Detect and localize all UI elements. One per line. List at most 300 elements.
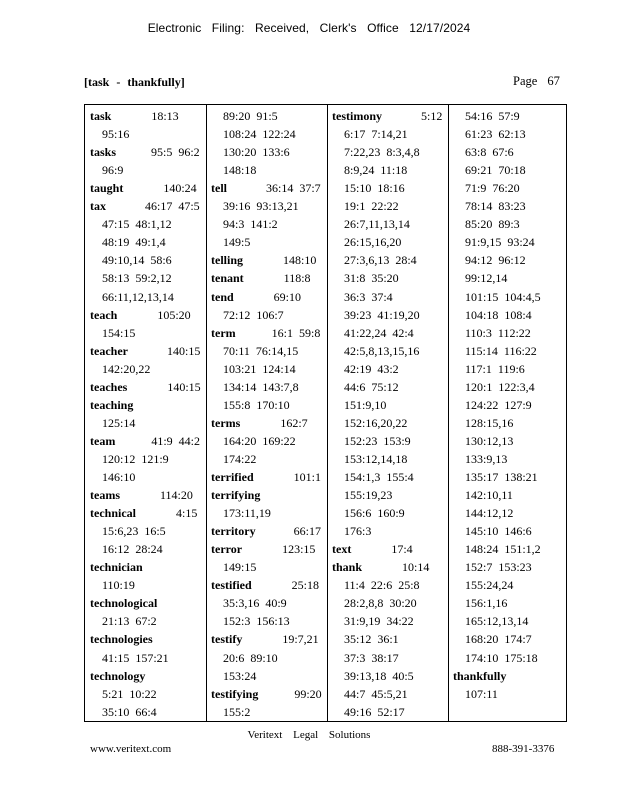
index-entry-continuation [206, 558, 327, 576]
index-entry-continuation [327, 414, 448, 432]
index-references: 140:24 [163, 181, 197, 196]
index-references: 155:2 [223, 704, 251, 719]
index-entry-continuation [206, 233, 327, 251]
index-term: tell [211, 181, 227, 196]
index-entry-continuation [448, 378, 568, 396]
index-entry-continuation [206, 197, 327, 215]
index-references: 123:15 [282, 542, 316, 557]
index-references: 11:4 22:6 25:8 [344, 578, 420, 593]
index-entry [206, 468, 327, 486]
index-references: 27:3,6,13 28:4 [344, 253, 417, 268]
index-entry-continuation [448, 143, 568, 161]
index-entry [206, 540, 327, 558]
index-references: 78:14 83:23 [465, 199, 526, 214]
index-entry-continuation [327, 324, 448, 342]
index-entry-continuation [327, 215, 448, 233]
index-entry [85, 486, 206, 504]
index-entry [327, 540, 448, 558]
index-references: 41:22,24 42:4 [344, 325, 414, 340]
index-references: 54:16 57:9 [465, 109, 520, 123]
index-references: 128:15,16 [465, 415, 514, 430]
index-entry-continuation [327, 396, 448, 414]
index-references: 120:12 121:9 [102, 451, 169, 466]
index-term: tasks [90, 145, 117, 160]
index-column-4 [448, 105, 568, 721]
index-entry-continuation [448, 450, 568, 468]
index-entry-continuation [448, 288, 568, 306]
index-term: tax [90, 199, 106, 214]
index-entry-continuation [85, 324, 206, 342]
index-references: 101:15 104:4,5 [465, 289, 541, 304]
index-entry-continuation [85, 233, 206, 251]
index-term: tenant [211, 271, 244, 286]
index-entry-continuation [85, 125, 206, 143]
index-term: teaches [90, 379, 128, 394]
index-entry-continuation [85, 703, 206, 721]
index-column-2 [206, 105, 328, 721]
index-entry-continuation [448, 685, 568, 703]
index-references: 174:10 175:18 [465, 650, 538, 665]
index-references: 19:1 22:22 [344, 199, 399, 214]
index-references: 89:20 91:5 [223, 109, 278, 123]
index-references: 135:17 138:21 [465, 470, 538, 484]
index-references: 35:12 36:1 [344, 632, 399, 647]
index-references: 15:10 18:16 [344, 181, 405, 196]
index-entry-continuation [206, 342, 327, 360]
index-term: thankfully [453, 668, 507, 683]
index-references: 108:24 122:24 [223, 127, 296, 142]
index-term: teaching [90, 397, 134, 412]
index-references: 35:10 66:4 [102, 704, 157, 719]
page-label: Page [513, 74, 538, 88]
index-term: thank [332, 560, 363, 575]
index-references: 114:20 [160, 488, 193, 503]
index-references: 46:17 47:5 [145, 199, 200, 214]
index-references: 70:11 76:14,15 [223, 343, 299, 358]
index-references: 133:9,13 [465, 451, 508, 466]
index-entry-continuation [448, 179, 568, 197]
index-entry [85, 667, 206, 685]
index-entry [206, 486, 327, 504]
index-term: term [211, 325, 236, 340]
index-references: 10:14 [402, 560, 430, 575]
index-references: 155:8 170:10 [223, 397, 290, 412]
index-references: 4:15 [176, 506, 198, 521]
index-entry-continuation [448, 396, 568, 414]
index-entry [206, 324, 327, 342]
index-references: 99:20 [294, 686, 322, 701]
index-entry [85, 342, 206, 360]
index-entry-continuation [327, 125, 448, 143]
index-references: 35:3,16 40:9 [223, 596, 287, 611]
index-entry-continuation [206, 649, 327, 667]
index-references: 72:12 106:7 [223, 307, 284, 322]
index-entry [85, 558, 206, 576]
index-references: 107:11 [465, 686, 498, 701]
index-references: 117:1 119:6 [465, 361, 525, 376]
index-entry-continuation [85, 269, 206, 287]
index-entry-continuation [448, 360, 568, 378]
index-references: 153:12,14,18 [344, 451, 408, 466]
index-entry [85, 504, 206, 522]
index-references: 115:14 116:22 [465, 343, 537, 358]
index-entry-continuation [85, 468, 206, 486]
index-references: 173:11,19 [223, 506, 271, 521]
index-term: tend [211, 289, 234, 304]
index-entry-continuation [327, 179, 448, 197]
index-term: team [90, 433, 116, 448]
index-entry-continuation [327, 197, 448, 215]
index-entry-continuation [448, 576, 568, 594]
index-references: 142:10,11 [465, 488, 513, 503]
index-references: 66:11,12,13,14 [102, 289, 174, 304]
index-references: 110:3 112:22 [465, 325, 531, 340]
index-references: 174:22 [223, 451, 257, 466]
index-term: terrifying [211, 488, 261, 503]
index-references: 152:3 156:13 [223, 614, 290, 629]
index-references: 144:12,12 [465, 506, 514, 521]
index-term: teacher [90, 343, 128, 358]
index-references: 47:15 48:1,12 [102, 217, 172, 232]
index-entry-continuation [448, 540, 568, 558]
index-references: 140:15 [166, 343, 201, 358]
index-references: 63:8 67:6 [465, 145, 514, 160]
index-term: technological [90, 596, 158, 611]
index-entry-continuation [448, 107, 568, 125]
index-entry-continuation [206, 612, 327, 630]
index-entry-continuation [448, 558, 568, 576]
index-entry-continuation [448, 630, 568, 648]
index-entry-continuation [327, 685, 448, 703]
index-references: 104:18 108:4 [465, 307, 532, 322]
index-references: 16:1 59:8 [271, 325, 321, 340]
index-entry-continuation [85, 215, 206, 233]
index-entry-continuation [327, 378, 448, 396]
index-entry-continuation [448, 432, 568, 450]
index-references: 164:20 169:22 [223, 433, 296, 448]
index-references: 15:6,23 16:5 [102, 524, 166, 539]
page-number: 67 [547, 74, 560, 88]
index-term: technologies [90, 632, 153, 647]
index-references: 16:12 28:24 [102, 542, 163, 557]
index-references: 61:23 62:13 [465, 127, 526, 142]
index-references: 142:20,22 [102, 361, 151, 376]
index-references: 103:21 124:14 [223, 361, 296, 376]
index-entry-continuation [85, 540, 206, 558]
index-references: 39:13,18 40:5 [344, 668, 414, 683]
index-references: 41:15 157:21 [102, 650, 169, 665]
index-references: 36:14 37:7 [266, 181, 321, 196]
index-references: 154:15 [102, 325, 136, 340]
index-references: 148:10 [283, 253, 317, 268]
index-entry-continuation [85, 288, 206, 306]
index-references: 156:6 160:9 [344, 506, 405, 521]
index-references: 26:7,11,13,14 [344, 217, 410, 232]
index-entry [85, 396, 206, 414]
index-references: 36:3 37:4 [344, 289, 393, 304]
index-entry-continuation [327, 288, 448, 306]
index-entry-continuation [327, 233, 448, 251]
index-references: 85:20 89:3 [465, 217, 520, 232]
index-references: 28:2,8,8 30:20 [344, 596, 417, 611]
index-entry-continuation [206, 107, 327, 125]
index-references: 49:10,14 58:6 [102, 253, 172, 268]
index-references: 48:19 49:1,4 [102, 235, 166, 250]
index-entry-continuation [327, 251, 448, 269]
index-entry-continuation [327, 161, 448, 179]
index-entry-continuation [327, 269, 448, 287]
index-entry [85, 143, 206, 161]
index-references: 148:18 [223, 163, 257, 178]
word-index-table [84, 104, 567, 722]
index-entry-continuation [327, 360, 448, 378]
index-references: 42:5,8,13,15,16 [344, 343, 420, 358]
index-entry [206, 630, 327, 648]
index-entry-continuation [206, 504, 327, 522]
index-references: 26:15,16,20 [344, 235, 402, 250]
index-entry-continuation [448, 125, 568, 143]
index-entry-continuation [206, 215, 327, 233]
index-entry [85, 179, 206, 197]
index-references: 94:12 96:12 [465, 253, 526, 268]
index-references: 168:20 174:7 [465, 632, 532, 647]
index-entry-continuation [448, 269, 568, 287]
index-column-3 [327, 105, 449, 721]
index-entry [206, 522, 327, 540]
index-references: 17:4 [391, 542, 413, 557]
index-references: 8:9,24 11:18 [344, 163, 408, 178]
index-references: 71:9 76:20 [465, 181, 520, 196]
index-references: 162:7 [280, 415, 308, 430]
index-entry [206, 288, 327, 306]
index-entry-continuation [206, 143, 327, 161]
index-entry [206, 685, 327, 703]
index-entry-continuation [327, 612, 448, 630]
index-references: 66:17 [293, 524, 321, 539]
index-references: 21:13 67:2 [102, 614, 157, 629]
index-entry [85, 197, 206, 215]
index-references: 155:24,24 [465, 578, 514, 593]
filing-stamp-header: Electronic Filing: Received, Clerk's Office 12/17/2024 [147, 21, 471, 35]
index-references: 120:1 122:3,4 [465, 379, 535, 394]
index-entry-continuation [448, 649, 568, 667]
index-references: 39:23 41:19,20 [344, 307, 420, 322]
index-references: 134:14 143:7,8 [223, 379, 299, 394]
index-references: 49:16 52:17 [344, 704, 405, 719]
index-term: testified [211, 578, 252, 593]
index-references: 124:22 127:9 [465, 397, 532, 412]
footer-phone: 888-391-3376 [492, 743, 555, 755]
index-term: testify [211, 632, 243, 647]
index-entry [327, 107, 448, 125]
footer-website: www.veritext.com [90, 743, 172, 755]
index-entry [206, 414, 327, 432]
index-term: testifying [211, 686, 259, 701]
index-references: 44:7 45:5,21 [344, 686, 408, 701]
index-references: 145:10 146:6 [465, 524, 532, 539]
index-entry-continuation [327, 306, 448, 324]
index-entry-continuation [448, 594, 568, 612]
index-entry-continuation [327, 667, 448, 685]
index-references: 155:19,23 [344, 488, 393, 503]
index-entry [85, 594, 206, 612]
index-references: 153:24 [223, 668, 257, 683]
index-references: 91:9,15 93:24 [465, 235, 535, 250]
index-entry-continuation [85, 414, 206, 432]
index-entry-continuation [206, 450, 327, 468]
index-entry [85, 630, 206, 648]
index-entry [85, 107, 206, 125]
index-entry-continuation [85, 612, 206, 630]
index-entry-continuation [327, 450, 448, 468]
index-references: 130:20 133:6 [223, 145, 290, 160]
index-entry-continuation [85, 161, 206, 179]
index-references: 101:1 [293, 470, 321, 484]
index-entry-continuation [206, 161, 327, 179]
index-entry-continuation [327, 504, 448, 522]
index-entry-continuation [448, 504, 568, 522]
index-entry-continuation [206, 432, 327, 450]
index-entry-continuation [448, 251, 568, 269]
index-entry-continuation [327, 576, 448, 594]
index-references: 140:15 [167, 379, 201, 394]
index-references: 58:13 59:2,12 [102, 271, 172, 286]
index-entry-continuation [85, 450, 206, 468]
index-term: technician [90, 560, 143, 575]
index-references: 69:21 70:18 [465, 163, 526, 178]
index-entry-continuation [327, 630, 448, 648]
index-column-1 [85, 105, 207, 721]
index-entry-continuation [327, 522, 448, 540]
index-entry-continuation [448, 161, 568, 179]
index-entry [206, 251, 327, 269]
index-term: terms [211, 415, 241, 430]
index-references: 105:20 [157, 307, 191, 322]
index-references: 152:16,20,22 [344, 415, 408, 430]
index-references: 146:10 [102, 470, 136, 484]
index-references: 37:3 38:17 [344, 650, 399, 665]
index-references: 149:5 [223, 235, 251, 250]
index-entry-continuation [448, 233, 568, 251]
index-references: 152:7 153:23 [465, 560, 532, 575]
index-entry-continuation [448, 197, 568, 215]
index-term: text [332, 542, 352, 557]
index-entry-continuation [327, 703, 448, 721]
index-entry-continuation [206, 306, 327, 324]
index-references: 99:12,14 [465, 271, 508, 286]
page-indicator [513, 74, 560, 89]
index-entry [85, 432, 206, 450]
index-references: 176:3 [344, 524, 372, 539]
index-references: 41:9 44:2 [151, 433, 200, 448]
index-entry-continuation [448, 342, 568, 360]
index-entry-continuation [206, 378, 327, 396]
index-term: terror [211, 542, 243, 557]
index-entry [448, 667, 568, 685]
index-references: 42:19 43:2 [344, 361, 399, 376]
index-entry-continuation [327, 143, 448, 161]
index-references: 148:24 151:1,2 [465, 542, 541, 557]
index-entry-continuation [327, 486, 448, 504]
index-entry-continuation [206, 667, 327, 685]
index-references: 6:17 7:14,21 [344, 127, 408, 142]
index-term: taught [90, 181, 124, 196]
index-entry-continuation [448, 324, 568, 342]
index-entry-continuation [448, 414, 568, 432]
index-entry [85, 306, 206, 324]
index-term: technology [90, 668, 146, 683]
index-references: 31:8 35:20 [344, 271, 399, 286]
index-references: 44:6 75:12 [344, 379, 399, 394]
index-entry-continuation [85, 649, 206, 667]
index-references: 19:7,21 [282, 632, 319, 647]
index-entry-continuation [327, 342, 448, 360]
index-entry-continuation [327, 649, 448, 667]
index-references: 69:10 [273, 289, 302, 304]
index-term: technical [90, 506, 136, 521]
index-references: 5:21 10:22 [102, 686, 157, 701]
index-term: territory [211, 524, 256, 539]
footer-company: Veritext Legal Solutions [247, 729, 371, 741]
index-entry [327, 558, 448, 576]
index-entry-continuation [327, 432, 448, 450]
index-entry-continuation [206, 396, 327, 414]
index-entry-continuation [206, 594, 327, 612]
index-term: telling [211, 253, 243, 268]
index-entry-continuation [85, 576, 206, 594]
index-references: 95:5 96:2 [151, 145, 200, 160]
index-references: 39:16 93:13,21 [223, 199, 299, 214]
index-references: 95:16 [102, 127, 130, 142]
index-entry-continuation [448, 612, 568, 630]
index-entry-continuation [85, 685, 206, 703]
index-entry-continuation [327, 594, 448, 612]
index-references: 165:12,13,14 [465, 614, 529, 629]
index-term: task [90, 109, 112, 123]
index-entry [206, 179, 327, 197]
index-entry-continuation [85, 360, 206, 378]
index-references: 125:14 [102, 415, 136, 430]
index-range-label: [task - thankfully] [84, 75, 185, 89]
index-entry [206, 269, 327, 287]
index-entry-continuation [327, 468, 448, 486]
index-entry [206, 576, 327, 594]
index-entry-continuation [448, 522, 568, 540]
index-entry-continuation [448, 486, 568, 504]
index-entry [85, 378, 206, 396]
index-entry-continuation [448, 468, 568, 486]
index-term: teams [90, 488, 120, 503]
index-entry-continuation [206, 703, 327, 721]
index-references: 151:9,10 [344, 397, 387, 412]
index-references: 156:1,16 [465, 596, 508, 611]
index-references: 31:9,19 34:22 [344, 614, 414, 629]
index-references: 152:23 153:9 [344, 433, 411, 448]
index-term: testimony [332, 109, 382, 123]
index-term: teach [90, 307, 118, 322]
index-references: 18:13 [151, 109, 179, 123]
index-references: 154:1,3 155:4 [344, 470, 414, 484]
index-references: 94:3 141:2 [223, 217, 278, 232]
index-references: 20:6 89:10 [223, 650, 278, 665]
index-references: 25:18 [291, 578, 319, 593]
index-references: 7:22,23 8:3,4,8 [344, 145, 420, 160]
index-entry-continuation [448, 306, 568, 324]
index-references: 96:9 [102, 163, 124, 178]
index-entry-continuation [206, 125, 327, 143]
index-entry-continuation [448, 215, 568, 233]
index-references: 118:8 [283, 271, 311, 286]
